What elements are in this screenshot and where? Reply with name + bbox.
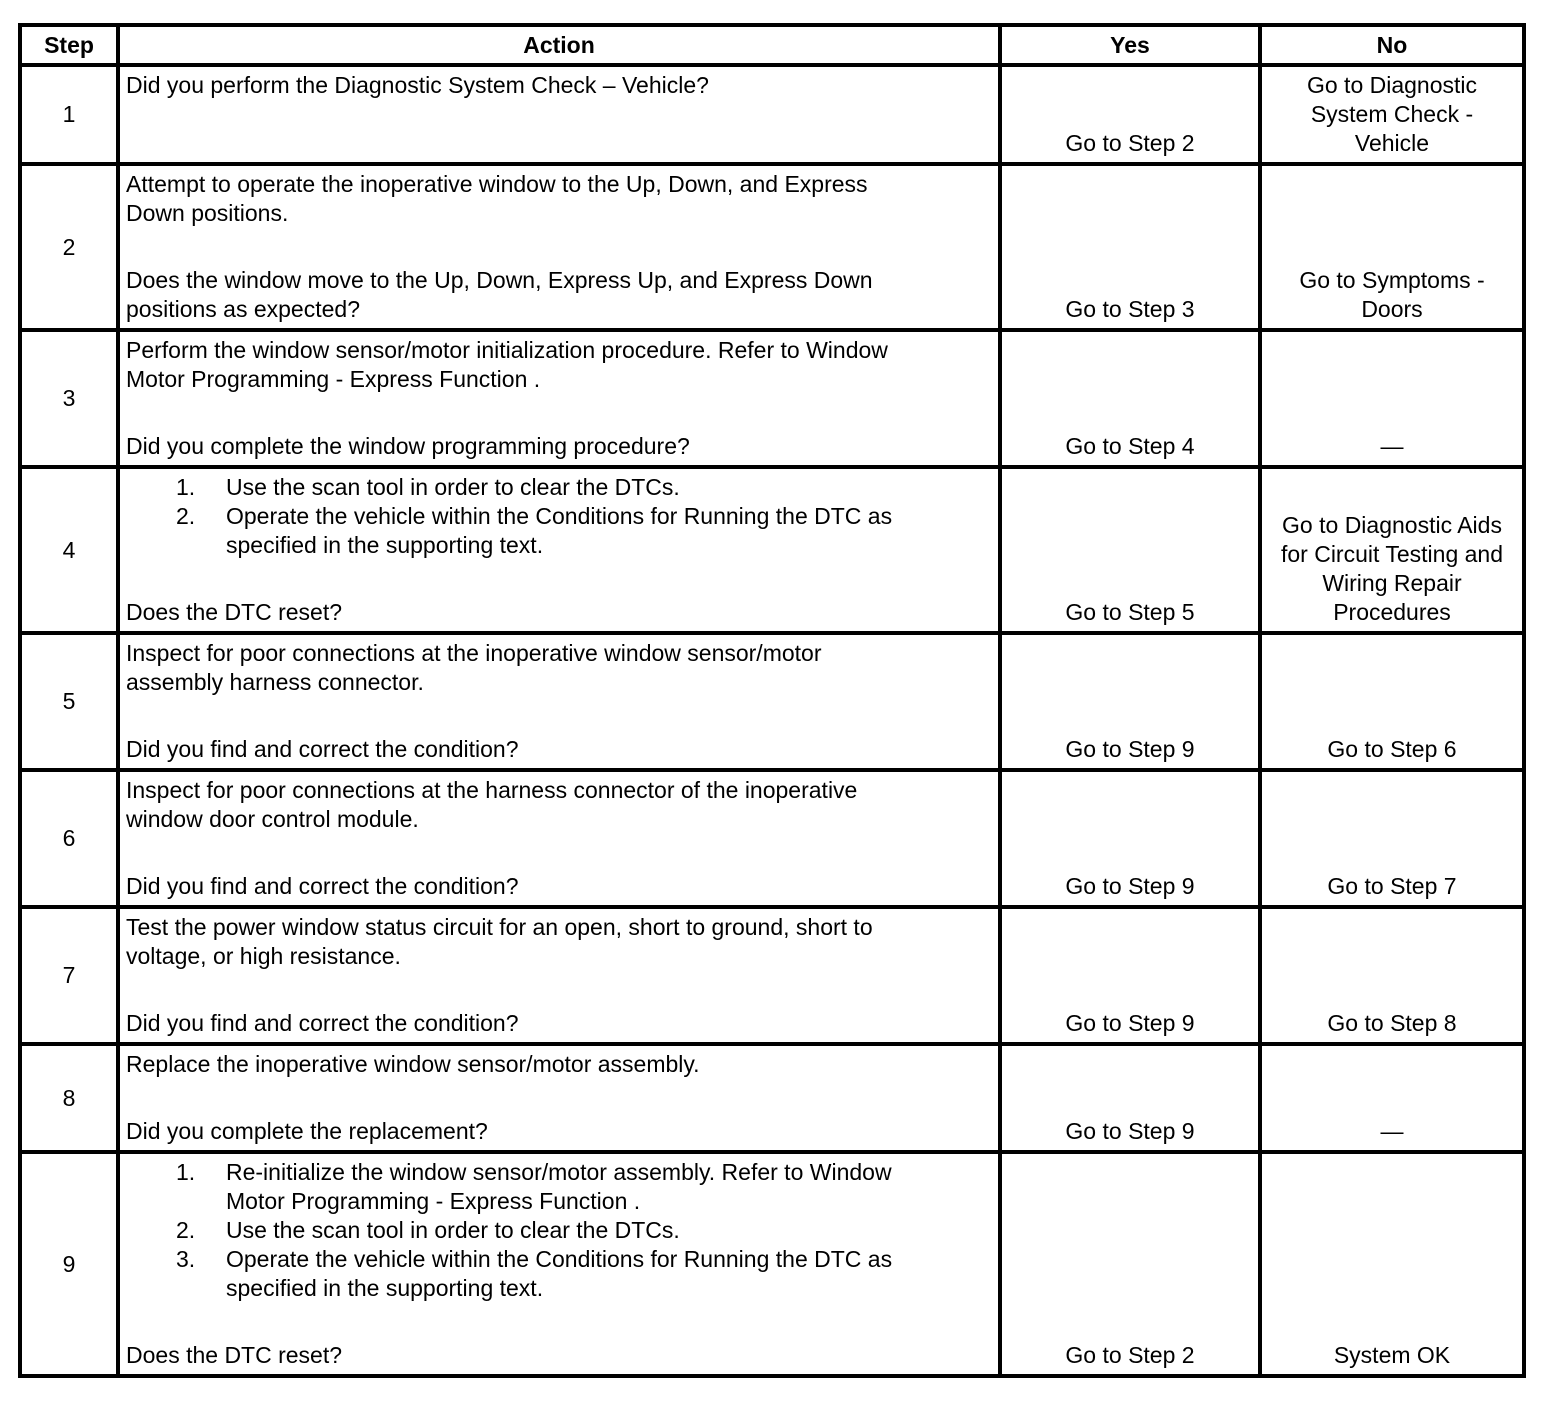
- table-row: [20, 164, 1524, 330]
- action-question: Does the DTC reset?: [126, 599, 343, 625]
- list-item: [176, 1245, 990, 1303]
- no-result: Go to Step 6: [1260, 633, 1524, 770]
- action-list: [126, 1158, 990, 1303]
- list-item: [176, 1216, 990, 1245]
- action-cell: [118, 633, 1000, 770]
- list-item: [176, 473, 990, 502]
- step-number: 7: [20, 907, 118, 1044]
- header-row: [20, 25, 1524, 65]
- yes-result: Go to Step 9: [1000, 1044, 1260, 1152]
- step-number: 4: [20, 467, 118, 633]
- action-question: Did you find and correct the condition?: [126, 873, 519, 899]
- table-row: [20, 1152, 1524, 1376]
- step-number: 3: [20, 330, 118, 467]
- action-question: Did you find and correct the condition?: [126, 1010, 519, 1036]
- yes-result: Go to Step 2: [1000, 1152, 1260, 1376]
- table-row: [20, 467, 1524, 633]
- list-num: 2.: [176, 503, 196, 529]
- action-question: Did you find and correct the condition?: [126, 736, 519, 762]
- step-number: 9: [20, 1152, 118, 1376]
- no-result: [1260, 65, 1524, 164]
- no-result: System OK: [1260, 1152, 1524, 1376]
- action-cell: [118, 164, 1000, 330]
- action-question: Does the window move to the Up, Down, Express Up, and Express Down positions as expected?: [126, 267, 873, 322]
- list-num: 1.: [176, 474, 196, 500]
- action-cell: [118, 1152, 1000, 1376]
- dash-text: —: [1380, 1118, 1404, 1144]
- action-text: Did you perform the Diagnostic System Check – Vehicle?: [126, 72, 709, 98]
- yes-result: Go to Step 5: [1000, 467, 1260, 633]
- step-number: 2: [20, 164, 118, 330]
- action-text: Attempt to operate the inoperative window to the Up, Down, and Express Down positions.: [126, 171, 868, 226]
- action-question: Does the DTC reset?: [126, 1342, 343, 1368]
- no-result: Go to Step 7: [1260, 770, 1524, 907]
- no-result: [1260, 467, 1524, 633]
- list-item: [176, 1158, 990, 1216]
- action-question: Did you complete the window programming procedure?: [126, 433, 690, 459]
- action-text: Inspect for poor connections at the inoperative window sensor/motor assembly harness connector.: [126, 640, 822, 695]
- action-cell: [118, 330, 1000, 467]
- list-num: 3.: [176, 1246, 196, 1272]
- action-cell: [118, 65, 1000, 164]
- table-row: [20, 1044, 1524, 1152]
- step-number: 8: [20, 1044, 118, 1152]
- yes-result: Go to Step 9: [1000, 770, 1260, 907]
- header-step: Step: [20, 25, 118, 65]
- yes-result: Go to Step 3: [1000, 164, 1260, 330]
- no-result: [1260, 164, 1524, 330]
- table-row: [20, 330, 1524, 467]
- list-text: Re-initialize the window sensor/motor assembly. Refer to Window Motor Programming - Express Function .: [226, 1159, 892, 1214]
- table-row: [20, 65, 1524, 164]
- list-text: Use the scan tool in order to clear the DTCs.: [226, 1217, 680, 1243]
- action-cell: [118, 770, 1000, 907]
- yes-result: Go to Step 9: [1000, 633, 1260, 770]
- step-number: 5: [20, 633, 118, 770]
- list-num: 1.: [176, 1159, 196, 1185]
- yes-result: Go to Step 9: [1000, 907, 1260, 1044]
- no-text: Go to Diagnostic Aids for Circuit Testing and Wiring Repair Procedures: [1280, 512, 1503, 625]
- no-result: Go to Step 8: [1260, 907, 1524, 1044]
- action-cell: [118, 1044, 1000, 1152]
- diagnostic-table: [18, 23, 1526, 1378]
- no-result: [1260, 330, 1524, 467]
- action-text: Test the power window status circuit for an open, short to ground, short to voltage, or high resistance.: [126, 914, 873, 969]
- header-yes: Yes: [1000, 25, 1260, 65]
- list-item: [176, 502, 990, 560]
- action-text: Perform the window sensor/motor initialization procedure. Refer to Window Motor Programming - Express Function .: [126, 337, 888, 392]
- action-cell: [118, 907, 1000, 1044]
- table-row: [20, 633, 1524, 770]
- step-number: 6: [20, 770, 118, 907]
- list-num: 2.: [176, 1217, 196, 1243]
- no-result: [1260, 1044, 1524, 1152]
- action-text: Replace the inoperative window sensor/motor assembly.: [126, 1051, 700, 1077]
- action-cell: [118, 467, 1000, 633]
- action-text: Inspect for poor connections at the harness connector of the inoperative window door control module.: [126, 777, 858, 832]
- action-list: [126, 473, 990, 560]
- yes-result: Go to Step 2: [1000, 65, 1260, 164]
- table-row: [20, 907, 1524, 1044]
- header-no: No: [1260, 25, 1524, 65]
- list-text: Operate the vehicle within the Conditions for Running the DTC as specified in the supporting text.: [226, 503, 893, 558]
- list-text: Use the scan tool in order to clear the DTCs.: [226, 474, 680, 500]
- no-text: Go to Diagnostic System Check - Vehicle: [1306, 72, 1478, 156]
- yes-result: Go to Step 4: [1000, 330, 1260, 467]
- header-action: Action: [118, 25, 1000, 65]
- no-text: Go to Symptoms - Doors: [1299, 267, 1485, 322]
- list-text: Operate the vehicle within the Conditions for Running the DTC as specified in the supporting text.: [226, 1246, 893, 1301]
- action-question: Did you complete the replacement?: [126, 1118, 488, 1144]
- dash-text: —: [1380, 433, 1404, 459]
- table-row: [20, 770, 1524, 907]
- step-number: 1: [20, 65, 118, 164]
